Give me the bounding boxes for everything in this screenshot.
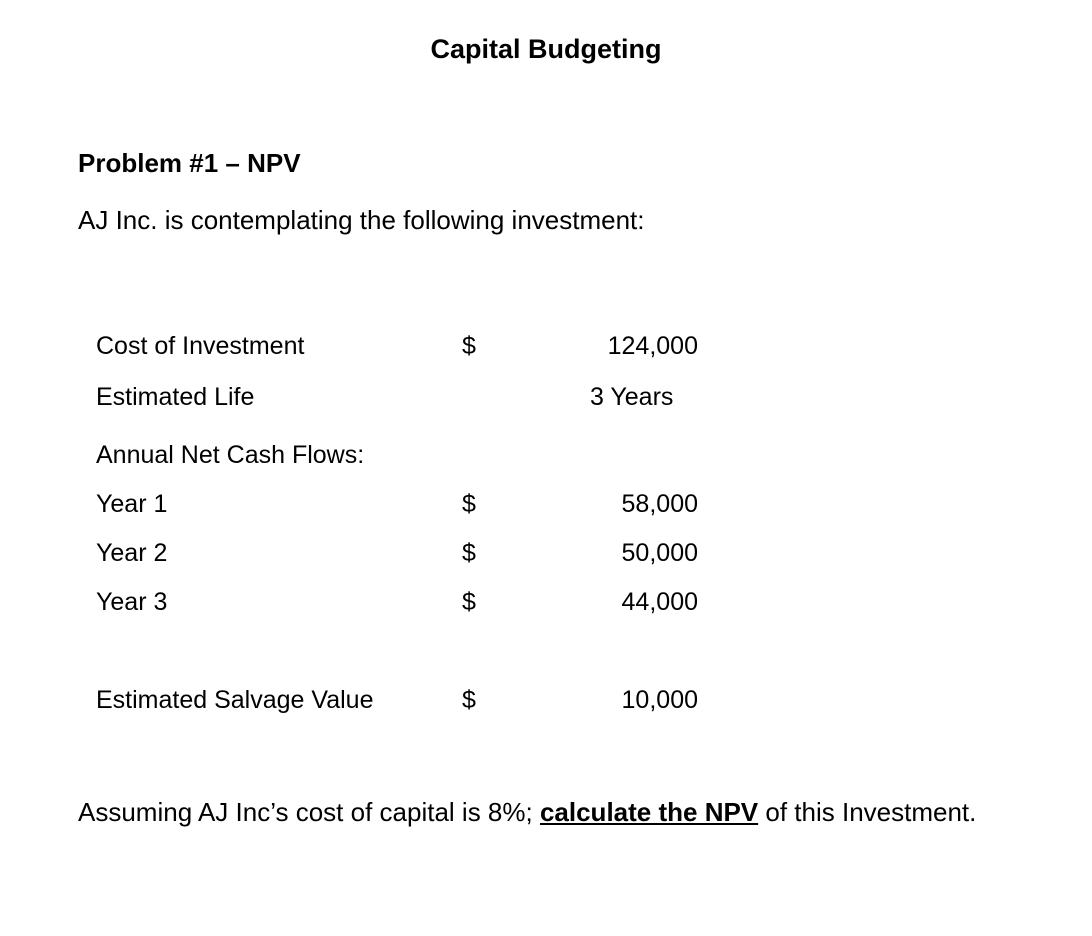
year-1-label: Year 1	[96, 490, 168, 518]
cost-dollar-sign: $	[462, 332, 476, 360]
year-3-value: 44,000	[621, 588, 698, 616]
question-emphasis: calculate the NPV	[539, 797, 759, 827]
document-title: Capital Budgeting	[430, 34, 662, 64]
year-2-dollar-sign: $	[462, 539, 476, 567]
cost-of-investment-label: Cost of Investment	[96, 332, 305, 360]
year-1-value: 58,000	[621, 490, 698, 518]
question-part-2: of this Investment.	[758, 797, 977, 827]
question-part-1: Assuming AJ Inc’s cost of capital is 8%;	[78, 797, 540, 827]
year-1-dollar-sign: $	[462, 490, 476, 518]
cost-of-investment-value: 124,000	[607, 332, 698, 360]
intro-text: AJ Inc. is contemplating the following investment:	[78, 205, 645, 235]
salvage-value-label: Estimated Salvage Value	[96, 686, 374, 714]
year-3-label: Year 3	[96, 588, 168, 616]
year-3-dollar-sign: $	[462, 588, 476, 616]
cash-flows-header: Annual Net Cash Flows:	[96, 441, 365, 469]
problem-heading: Problem #1 – NPV	[78, 148, 301, 178]
question-text	[78, 793, 978, 831]
year-2-value: 50,000	[621, 539, 698, 567]
salvage-dollar-sign: $	[462, 686, 476, 714]
year-2-label: Year 2	[96, 539, 168, 567]
estimated-life-value: 3 Years	[590, 383, 674, 411]
estimated-life-label: Estimated Life	[96, 383, 255, 411]
salvage-value: 10,000	[621, 686, 698, 714]
